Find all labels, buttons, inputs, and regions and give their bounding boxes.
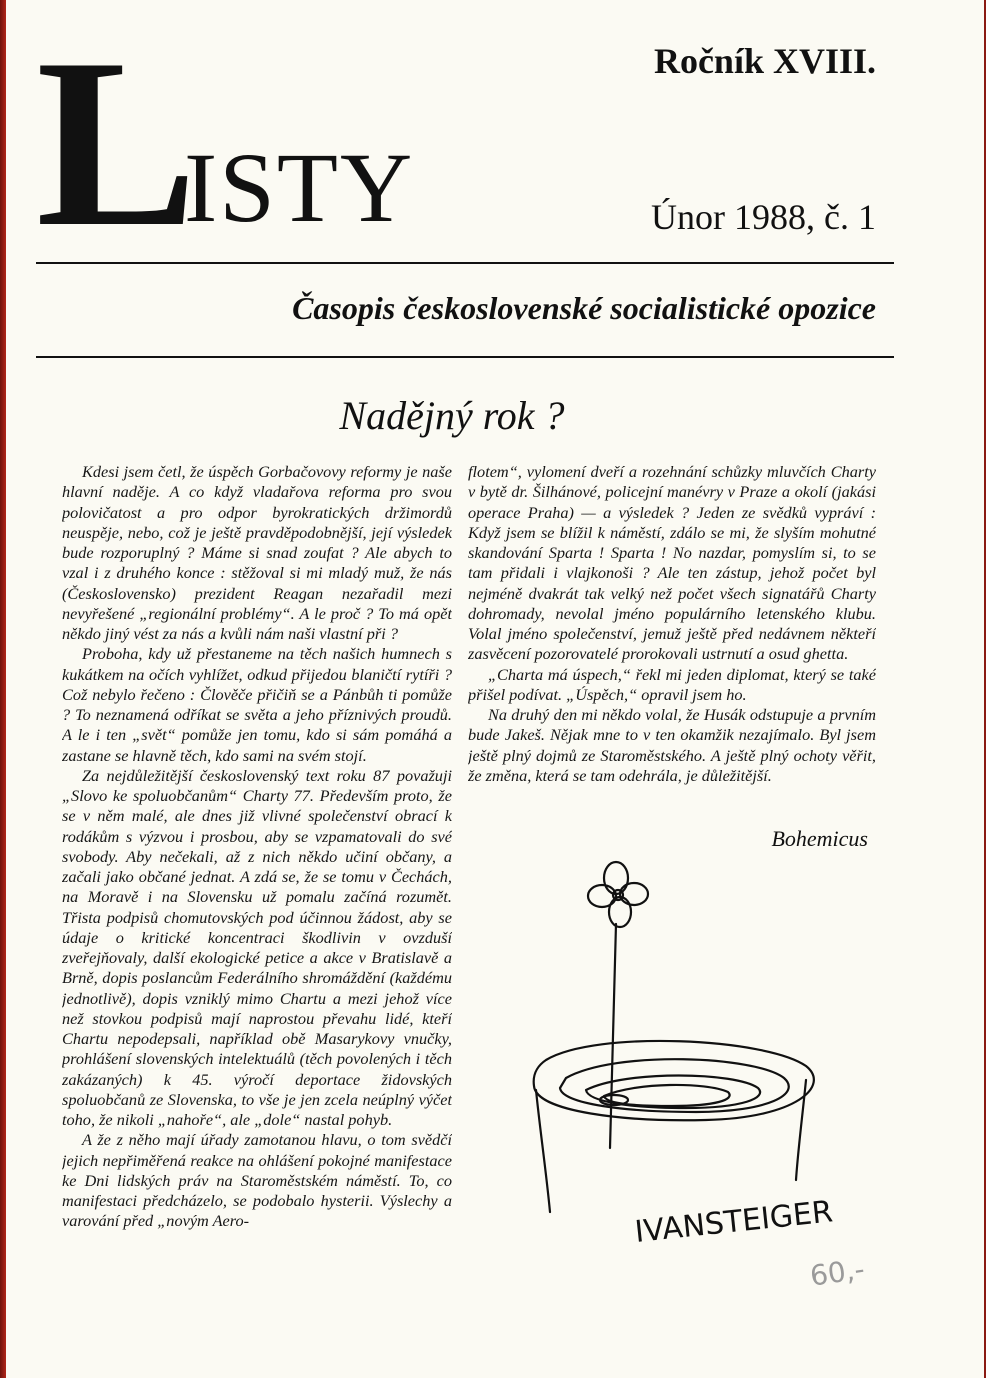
article-paragraph: flotem“, vylomení dveří a rozehnání schůzky mluvčích Charty v bytě dr. Šilhánové, policejní manévry v Praze a okolí (jakási operace Praha) — a výsledek ? Jeden ze svědků vypráví : Když jsem se blížil k náměstí, zdálo se mi, že slyším mohutné skandování Sparta ! Sparta ! No nazdar, pomyslím si, to se tam přidali i vlajkonoši ? Ale ten zástup, jehož počet byl nejméně dvakrát tak velký než počet všech signatářů Charty dohromady, nevolal jméno populárního letenského klubu. Volal jméno společenství, jemuž ještě před nedávnem někteří zasvěcení pozorovatelé prorokovali ustrnutí a osud ghetta. bbox=[468, 462, 876, 664]
document-page bbox=[6, 0, 984, 1378]
flower-petal bbox=[588, 885, 616, 907]
article-paragraph: A že z něho mají úřady zamotanou hlavu, o tom svědčí jejich nepřiměřená reakce na ohlášení pokojné manifestace ke Dni lidských práv na Staroměstském náměstí. To, co manifestaci předcházelo, se podobalo hysterii. Výslechy a varování před „novým Aero- bbox=[62, 1130, 452, 1231]
cartoon-illustration bbox=[506, 850, 836, 1250]
article-author: Bohemicus bbox=[771, 826, 868, 851]
issue-label: Únor 1988, č. 1 bbox=[651, 197, 876, 237]
article-paragraph: Proboha, kdy už přestaneme na těch našich humnech s kukátkem na očích vyhlížet, odkud přijedou blaničtí rytíři ? Což nebylo řečeno : Člověče přičiň se a Pánbůh ti pomůže ? To neznamená odříkat se světa a jeho příznivých proudů. A le i ten „svět“ pomůže jen tomu, kdo si sám pomáhá a zastane se hlavně těch, kdo sami na svém stojí. bbox=[62, 644, 452, 765]
masthead-subtitle: Časopis československé socialistické opozice bbox=[292, 290, 876, 326]
article-paragraph: Kdesi jsem četl, že úspěch Gorbačovovy reformy je naše hlavní naděje. A co když vladařova reforma pro svou polovičatost a pro odpor byrokratických držimordů neuspěje, nebo, což je ještě pravděpodobnější, její výsledek bude rozporuplný ? Máme si snad zoufat ? Ale abych to vzal i z druhého konce : stěžoval si mi mladý muž, že nás (Československo) prezident Reagan nezařadil mezi nevyřešené „regionální problémy“. A le proč ? To má opět někdo jiný vést za nás a kvůli nám naši vlastní při ? bbox=[62, 462, 452, 643]
article-column-right bbox=[468, 462, 876, 822]
masthead-title: ISTY bbox=[184, 132, 415, 243]
masthead-rule-top bbox=[36, 262, 894, 264]
artist-signature: IVANSTEIGER bbox=[633, 1194, 835, 1250]
article-paragraph: Za nejdůležitější československý text roku 87 považuji „Slovo ke spoluobčanům“ Charty 77. Především proto, že se v něm malé, ale dnes již vlivné společenství obrací k rodákům s výzvou i prosbou, aby se vzpamatovali do své svobody. Aby nečekali, až z nich někdo učiní občany, a začali jako občané jednat. A zdá se, že se tomu v Čechách, na Moravě i na Slovensku už pomalu začíná rozumět. Třista podpisů chomutovských pod účinnou žádost, aby se údaje o kritické koncentraci škodlivin v ovzduší zveřejňovaly, další ekologické petice a akce v Bratislavě a Brně, dopis poslancům Federálního shromáždění (každému jednotlivě), dopis vzniklý mimo Chartu a mezi jehož více než stovkou podpisů mají naprostou převahu lidé, kteří Chartu nepodepsali, například obě Masarykovy vnučky, prohlášení slovenských intelektuálů (těch povolených i těch zakázaných) k 45. výročí deportace židovských spoluobčanů ze Slovenska, to vše je jen zcela neúplný výčet toho, že nikoli „nahoře“, ale „dole“ nastal pohyb. bbox=[62, 765, 452, 1129]
flower-stem bbox=[610, 924, 616, 1148]
article-column-left bbox=[62, 462, 452, 1242]
stump-side-left bbox=[536, 1090, 550, 1212]
stump-side-right bbox=[796, 1080, 806, 1180]
flower-petal bbox=[609, 897, 631, 927]
masthead-initial: L bbox=[36, 9, 192, 277]
pencil-price-note: 60,- bbox=[807, 1252, 867, 1293]
volume-label: Ročník XVIII. bbox=[653, 41, 876, 81]
flower-petal bbox=[620, 883, 648, 905]
masthead-rule-bottom bbox=[36, 356, 894, 358]
article-title: Nadějný rok ? bbox=[339, 393, 565, 438]
article-paragraph: „Charta má úspech,“ řekl mi jeden diplomat, který se také přišel podívat. „Úspěch,“ opravil jsem ho. bbox=[468, 664, 876, 704]
article-paragraph: Na druhý den mi někdo volal, že Husák odstupuje a prvním bude Jakeš. Nějak mne to v ten okamžik nezajímalo. Byl jsem ještě plný dojmů ze Staroměstského. A ještě plný ochoty věřit, že změna, která se tam odehrála, je důležitější. bbox=[468, 705, 876, 785]
flower-petal bbox=[604, 862, 628, 894]
